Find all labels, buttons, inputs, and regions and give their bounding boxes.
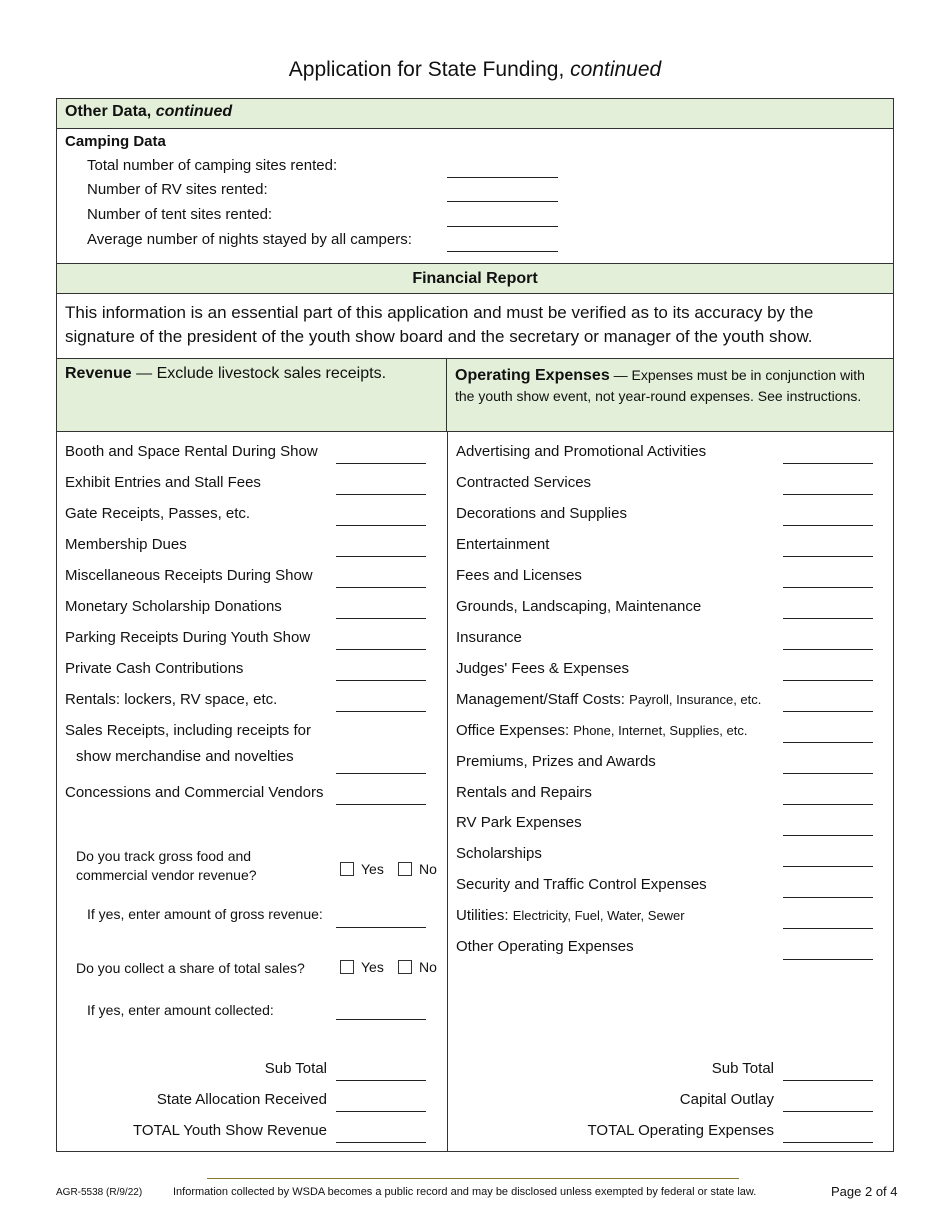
- expense-item: Security and Traffic Control Expenses: [456, 876, 707, 893]
- expense-item: Premiums, Prizes and Awards: [456, 753, 656, 770]
- expense-field[interactable]: [783, 834, 873, 836]
- expense-total-field[interactable]: [783, 1141, 873, 1143]
- camping-tent-label: Number of tent sites rented:: [87, 206, 273, 223]
- share-no-label: No: [419, 959, 437, 975]
- amount-collected-field[interactable]: [336, 1018, 426, 1020]
- state-allocation-field[interactable]: [336, 1110, 426, 1112]
- amount-collected-label: If yes, enter amount collected:: [87, 1002, 274, 1018]
- revenue-item: Miscellaneous Receipts During Show: [65, 567, 313, 584]
- expense-field[interactable]: [783, 927, 873, 929]
- revenue-sales-field[interactable]: [336, 772, 426, 774]
- camping-tent-field[interactable]: [447, 225, 558, 227]
- expense-total-label: TOTAL Operating Expenses: [587, 1122, 774, 1139]
- expense-item: Fees and Licenses: [456, 567, 582, 584]
- revenue-item: Private Cash Contributions: [65, 660, 244, 677]
- revenue-field[interactable]: [336, 524, 426, 526]
- expense-field[interactable]: [783, 493, 873, 495]
- capital-outlay-label: Capital Outlay: [679, 1091, 774, 1108]
- expense-field[interactable]: [783, 958, 873, 960]
- revenue-field[interactable]: [336, 617, 426, 619]
- expense-field[interactable]: [783, 803, 873, 805]
- capital-outlay-field[interactable]: [783, 1110, 873, 1112]
- expense-field[interactable]: [783, 524, 873, 526]
- expense-field[interactable]: [783, 710, 873, 712]
- camping-total-label: Total number of camping sites rented:: [87, 157, 338, 174]
- revenue-item: Membership Dues: [65, 536, 187, 553]
- revenue-item: Rentals: lockers, RV space, etc.: [65, 691, 278, 708]
- revenue-field[interactable]: [336, 648, 426, 650]
- column-divider: [447, 432, 448, 1152]
- page-title: Application for State Funding, continued: [288, 58, 662, 81]
- camping-rv-field[interactable]: [447, 200, 558, 202]
- expense-item: Advertising and Promotional Activities: [456, 443, 707, 460]
- other-data-header: Other Data, continued: [57, 98, 893, 129]
- expense-field[interactable]: [783, 555, 873, 557]
- revenue-item: Parking Receipts During Youth Show: [65, 629, 311, 646]
- revenue-item: Exhibit Entries and Stall Fees: [65, 474, 261, 491]
- revenue-field[interactable]: [336, 679, 426, 681]
- share-no-checkbox[interactable]: [398, 960, 412, 974]
- track-no-label: No: [419, 861, 437, 877]
- share-yes-checkbox[interactable]: [340, 960, 354, 974]
- track-yes-label: Yes: [361, 861, 384, 877]
- expenses-header: Operating Expenses — Expenses must be in conjunction with the youth show event, not year-round expenses. See instructions.: [447, 358, 893, 432]
- camping-rv-label: Number of RV sites rented:: [87, 181, 268, 198]
- revenue-header: Revenue — Exclude livestock sales receipts.: [57, 358, 447, 432]
- page-number: Page 2 of 4: [831, 1184, 898, 1199]
- gross-revenue-field[interactable]: [336, 926, 426, 928]
- revenue-item: Monetary Scholarship Donations: [65, 598, 282, 615]
- expense-item: Entertainment: [456, 536, 550, 553]
- form-frame: [56, 98, 894, 1152]
- expense-item: Decorations and Supplies: [456, 505, 627, 522]
- revenue-total-label: TOTAL Youth Show Revenue: [132, 1122, 327, 1139]
- expense-field[interactable]: [783, 462, 873, 464]
- revenue-subtotal-field[interactable]: [336, 1079, 426, 1081]
- revenue-item: Gate Receipts, Passes, etc.: [65, 505, 251, 522]
- camping-data-title: Camping Data: [65, 133, 166, 150]
- camping-nights-label: Average number of nights stayed by all campers:: [87, 231, 412, 248]
- state-allocation-label: State Allocation Received: [156, 1091, 327, 1108]
- gross-revenue-label: If yes, enter amount of gross revenue:: [87, 906, 323, 922]
- expense-item: Contracted Services: [456, 474, 592, 491]
- expense-field[interactable]: [783, 617, 873, 619]
- expense-item: Office Expenses: Phone, Internet, Supplies, etc.: [456, 722, 748, 739]
- expense-field[interactable]: [783, 586, 873, 588]
- expense-item: Rentals and Repairs: [456, 784, 592, 801]
- expense-item: Other Operating Expenses: [456, 938, 634, 955]
- camping-nights-field[interactable]: [447, 250, 558, 252]
- expense-field[interactable]: [783, 865, 873, 867]
- revenue-sales-line2: show merchandise and novelties: [76, 748, 294, 765]
- expense-item: Insurance: [456, 629, 522, 646]
- form-id: AGR-5538 (R/9/22): [56, 1187, 143, 1198]
- expense-field[interactable]: [783, 772, 873, 774]
- revenue-concessions: Concessions and Commercial Vendors: [65, 784, 324, 801]
- revenue-field[interactable]: [336, 462, 426, 464]
- revenue-field[interactable]: [336, 710, 426, 712]
- expense-field[interactable]: [783, 648, 873, 650]
- question-track-revenue: Do you track gross food and commercial vendor revenue?: [76, 848, 257, 883]
- revenue-sales-line1: Sales Receipts, including receipts for: [65, 722, 311, 739]
- expense-item: Judges' Fees & Expenses: [456, 660, 629, 677]
- footer-notice: Information collected by WSDA becomes a public record and may be disclosed unless exempted by federal or state law.: [173, 1186, 757, 1198]
- expense-subtotal-field[interactable]: [783, 1079, 873, 1081]
- revenue-subtotal-label: Sub Total: [264, 1060, 327, 1077]
- revenue-concessions-field[interactable]: [336, 803, 426, 805]
- expense-item: Grounds, Landscaping, Maintenance: [456, 598, 702, 615]
- revenue-total-field[interactable]: [336, 1141, 426, 1143]
- camping-total-field[interactable]: [447, 176, 558, 178]
- share-yes-label: Yes: [361, 959, 384, 975]
- revenue-field[interactable]: [336, 586, 426, 588]
- revenue-item: Booth and Space Rental During Show: [65, 443, 318, 460]
- financial-intro: This information is an essential part of this application and must be verified as to its accuracy by the signature of the president of the youth show board and the secretary or manager of the youth show.: [65, 303, 814, 346]
- expense-item: Utilities: Electricity, Fuel, Water, Sewer: [456, 907, 685, 924]
- track-yes-checkbox[interactable]: [340, 862, 354, 876]
- track-no-checkbox[interactable]: [398, 862, 412, 876]
- financial-report-header: Financial Report: [57, 263, 893, 294]
- expense-item: Scholarships: [456, 845, 542, 862]
- expense-field[interactable]: [783, 741, 873, 743]
- question-share-sales: Do you collect a share of total sales?: [76, 960, 305, 976]
- expense-field[interactable]: [783, 679, 873, 681]
- expense-subtotal-label: Sub Total: [711, 1060, 774, 1077]
- revenue-field[interactable]: [336, 493, 426, 495]
- expense-item: RV Park Expenses: [456, 814, 582, 831]
- footer-rule: [207, 1178, 739, 1179]
- expense-field[interactable]: [783, 896, 873, 898]
- revenue-field[interactable]: [336, 555, 426, 557]
- expense-item: Management/Staff Costs: Payroll, Insurance, etc.: [456, 691, 762, 708]
